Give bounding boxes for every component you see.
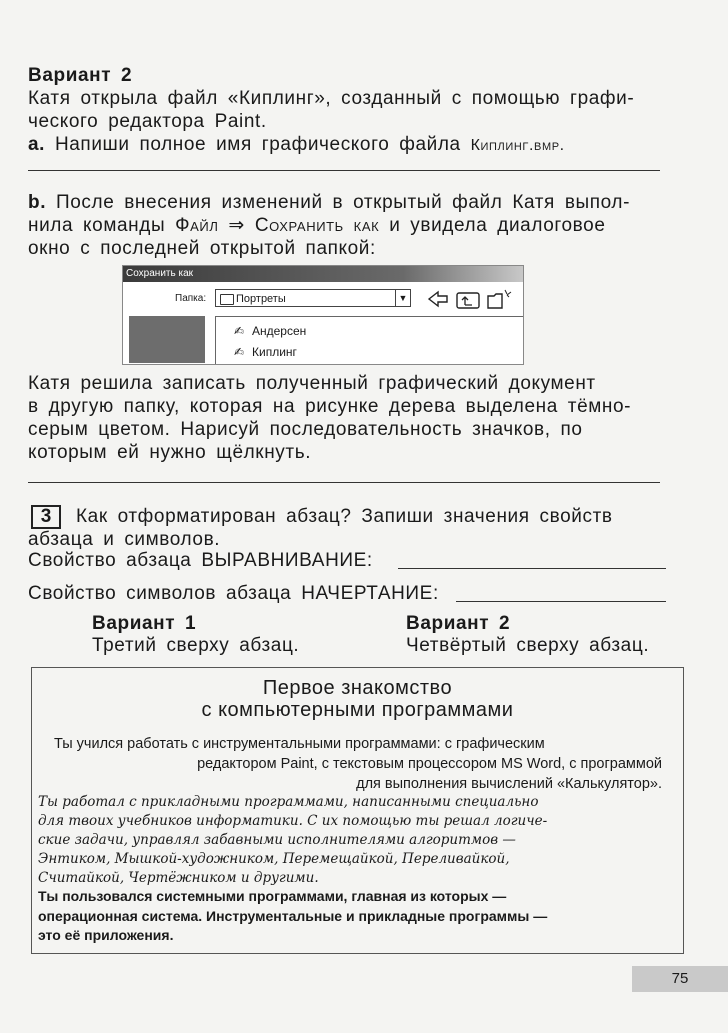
- task3-line1: Как отформатирован абзац? Запиши значения свойств: [76, 506, 613, 527]
- question-b-text2: нила команды: [28, 215, 166, 236]
- dark-gray-panel: [129, 316, 205, 363]
- question-b-letter: b.: [28, 192, 47, 213]
- summary-p1: [40, 734, 662, 794]
- answer-line-style[interactable]: [456, 601, 666, 602]
- variant1-text: Третий сверху абзац.: [92, 635, 300, 656]
- file-list: [215, 316, 523, 364]
- variant2b-heading: Вариант 2: [406, 613, 511, 634]
- summary-p2-line1: Ты работал с прикладными программами, написанными специально: [38, 794, 539, 810]
- question-a-filename: Киплинг.bmp.: [470, 137, 565, 154]
- summary-p3-line1: Ты пользовался системными программами, главная из которых —: [38, 888, 507, 904]
- summary-p2-line4: Энтиком, Мышкой-художником, Перемещайкой, Переливайкой,: [38, 851, 510, 867]
- folder-icon: [220, 294, 234, 305]
- command-file: Файл: [175, 215, 219, 236]
- dialog-toolbar: [425, 288, 515, 310]
- summary-p3-line3: это её приложения.: [38, 927, 174, 943]
- summary-p2-line5: Считайкой, Чертёжником и другими.: [38, 870, 319, 886]
- arrow-icon: ⇒: [228, 215, 245, 236]
- up-folder-icon[interactable]: [457, 293, 479, 308]
- variant2b-text: Четвёртый сверху абзац.: [406, 635, 650, 656]
- para1-line1: Катя открыла файл «Киплинг», созданный с помощью графи-: [28, 88, 635, 109]
- question-b-line2: [28, 214, 605, 237]
- command-save-as: Сохранить как: [254, 215, 380, 236]
- para1-line2: ческого редактора Paint.: [28, 111, 267, 132]
- summary-p1-line1: Ты учился работать с инструментальными программами: с графическим: [54, 736, 545, 752]
- question-b-line3: окно с последней открытой папкой:: [28, 238, 376, 259]
- question-a: [28, 133, 565, 157]
- folder-label: Папка:: [175, 293, 207, 304]
- question-b-line1: [28, 191, 630, 214]
- back-icon[interactable]: [429, 292, 447, 306]
- answer-line-align[interactable]: [398, 568, 666, 569]
- para2-line2: в другую папку, которая на рисунке дерева выделена тёмно-: [28, 396, 632, 417]
- variant2-heading: Вариант 2: [28, 65, 133, 86]
- question-a-text: Напиши полное имя графического файла: [54, 134, 461, 155]
- summary-p3: [38, 887, 664, 946]
- page-number: 75: [632, 966, 728, 992]
- file-andersen[interactable]: Андерсен: [252, 324, 307, 338]
- summary-p2-line3: ские задачи, управлял забавными исполнителями алгоритмов —: [38, 832, 516, 848]
- file-kipling[interactable]: Киплинг: [252, 345, 297, 359]
- chevron-down-icon[interactable]: ▼: [395, 290, 410, 306]
- new-folder-icon[interactable]: [488, 290, 511, 308]
- task-number-badge: 3: [31, 505, 61, 529]
- answer-line-a[interactable]: [28, 170, 660, 171]
- dialog-title: Сохранить как: [123, 266, 523, 282]
- summary-p3-line2: операционная система. Инструментальные и прикладные программы —: [38, 907, 548, 924]
- summary-p2-line2: для твоих учебников информатики. С их помощью ты решал логиче-: [38, 813, 548, 829]
- folder-combo[interactable]: [215, 289, 411, 307]
- paint-file-icon: ✍: [234, 324, 245, 338]
- question-b-text3: и увидела диалоговое: [389, 215, 606, 236]
- summary-p1-line2: редактором Paint, с текстовым процессором MS Word, с программой: [197, 756, 662, 772]
- prop-align-label: Свойство абзаца ВЫРАВНИВАНИЕ:: [28, 550, 373, 571]
- folder-value: Портреты: [236, 293, 286, 305]
- task3-line2: абзаца и символов.: [28, 529, 221, 550]
- summary-p2: [38, 793, 664, 888]
- save-as-dialog: [122, 265, 524, 365]
- para2-line3: серым цветом. Нарисуй последовательность значков, по: [28, 419, 583, 440]
- variant1-heading: Вариант 1: [92, 613, 197, 634]
- question-b-text1: После внесения изменений в открытый файл Катя выпол-: [55, 192, 631, 213]
- answer-line-b[interactable]: [28, 482, 660, 483]
- paint-file-icon: ✍: [234, 345, 245, 359]
- summary-p1-line3: для выполнения вычислений «Калькулятор».: [356, 776, 662, 792]
- prop-style-label: Свойство символов абзаца НАЧЕРТАНИЕ:: [28, 583, 439, 604]
- question-a-letter: a.: [28, 134, 46, 155]
- summary-title-2: с компьютерными программами: [201, 699, 514, 721]
- para2-line1: Катя решила записать полученный графический документ: [28, 373, 596, 394]
- para2-line4: которым ей нужно щёлкнуть.: [28, 442, 312, 463]
- summary-title-1: Первое знакомство: [262, 677, 453, 699]
